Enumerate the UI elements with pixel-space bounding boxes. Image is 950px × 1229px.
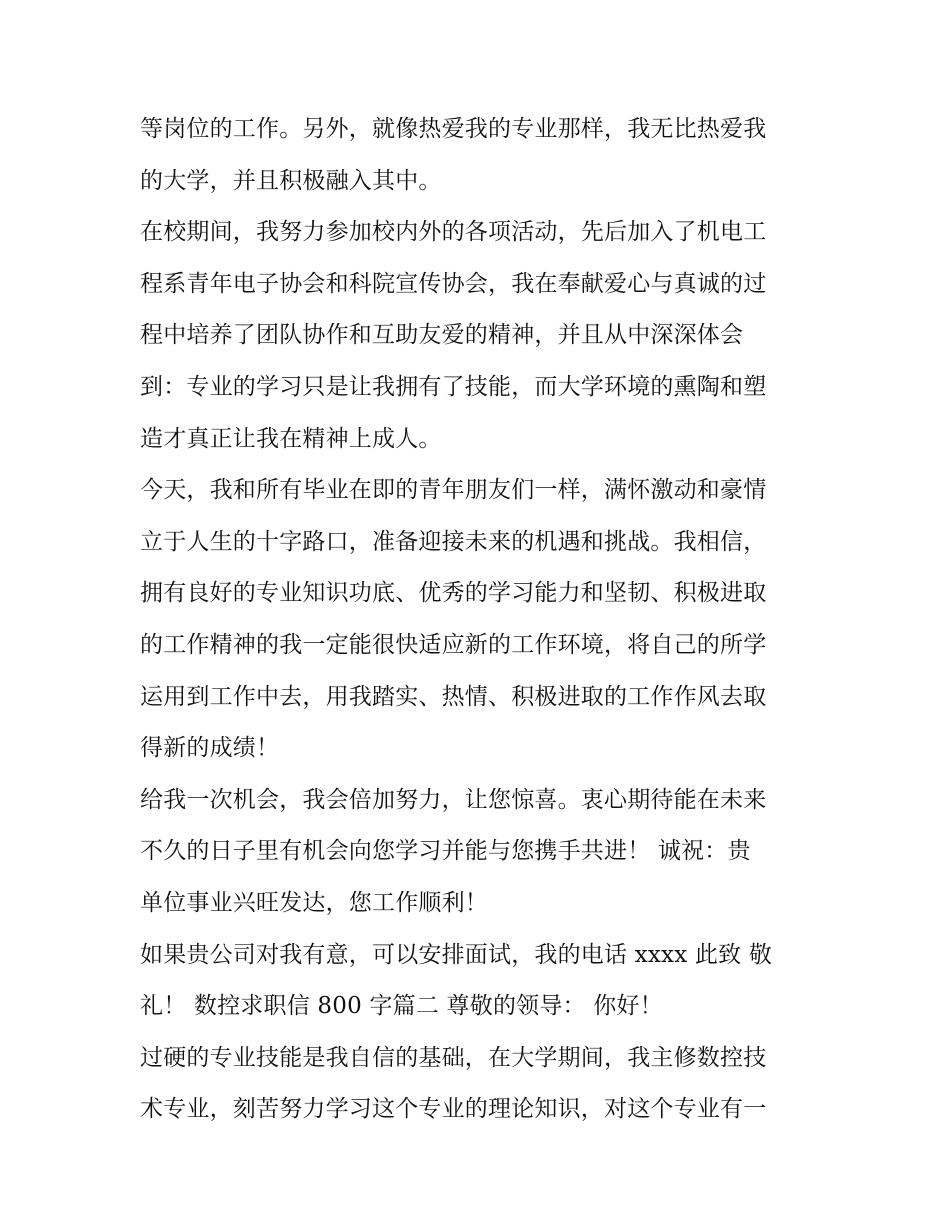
text-line: 过硬的专业技能是我自信的基础，在大学期间，我主修数控技	[140, 1044, 767, 1071]
text-line: 给我一次机会，我会倍加努力，让您惊喜。衷心期待能在未来	[140, 786, 767, 813]
text-line: 拥有良好的专业知识功底、优秀的学习能力和坚韧、积极进取	[140, 580, 767, 607]
text-line: 立于人生的十字路口，准备迎接未来的机遇和挑战。我相信，	[140, 528, 767, 555]
text-line: 造才真正让我在精神上成人。	[140, 425, 442, 452]
text-line: 的工作精神的我一定能很快适应新的工作环境，将自己的所学	[140, 631, 767, 658]
text-line: 的大学，并且积极融入其中。	[140, 167, 442, 194]
text-line: 程系青年电子协会和科院宣传协会，我在奉献爱心与真诚的过	[140, 270, 767, 297]
text-line: 到：专业的学习只是让我拥有了技能，而大学环境的熏陶和塑	[140, 373, 767, 400]
text-line: 术专业，刻苦努力学习这个专业的理论知识，对这个专业有一	[140, 1096, 767, 1123]
document-body	[140, 104, 820, 1136]
text-line: 运用到工作中去，用我踏实、热情、积极进取的工作作风去取	[140, 683, 767, 710]
text-line: 得新的成绩！	[140, 735, 280, 762]
text-line: 如果贵公司对我有意，可以安排面试，我的电话 xxxx 此致 敬	[140, 941, 773, 968]
text-line: 单位事业兴旺发达，您工作顺利！	[140, 889, 488, 916]
text-line: 不久的日子里有机会向您学习并能与您携手共进！ 诚祝：贵	[140, 838, 751, 865]
text-line: 程中培养了团队协作和互助友爱的精神，并且从中深深体会	[140, 322, 744, 349]
text-line: 今天，我和所有毕业在即的青年朋友们一样，满怀激动和豪情	[140, 477, 767, 504]
text-line: 在校期间，我努力参加校内外的各项活动，先后加入了机电工	[140, 219, 767, 246]
text-line: 等岗位的工作。另外，就像热爱我的专业那样，我无比热爱我	[140, 116, 767, 142]
text-line: 礼！ 数控求职信 800 字篇二 尊敬的领导： 你好！	[140, 993, 663, 1020]
